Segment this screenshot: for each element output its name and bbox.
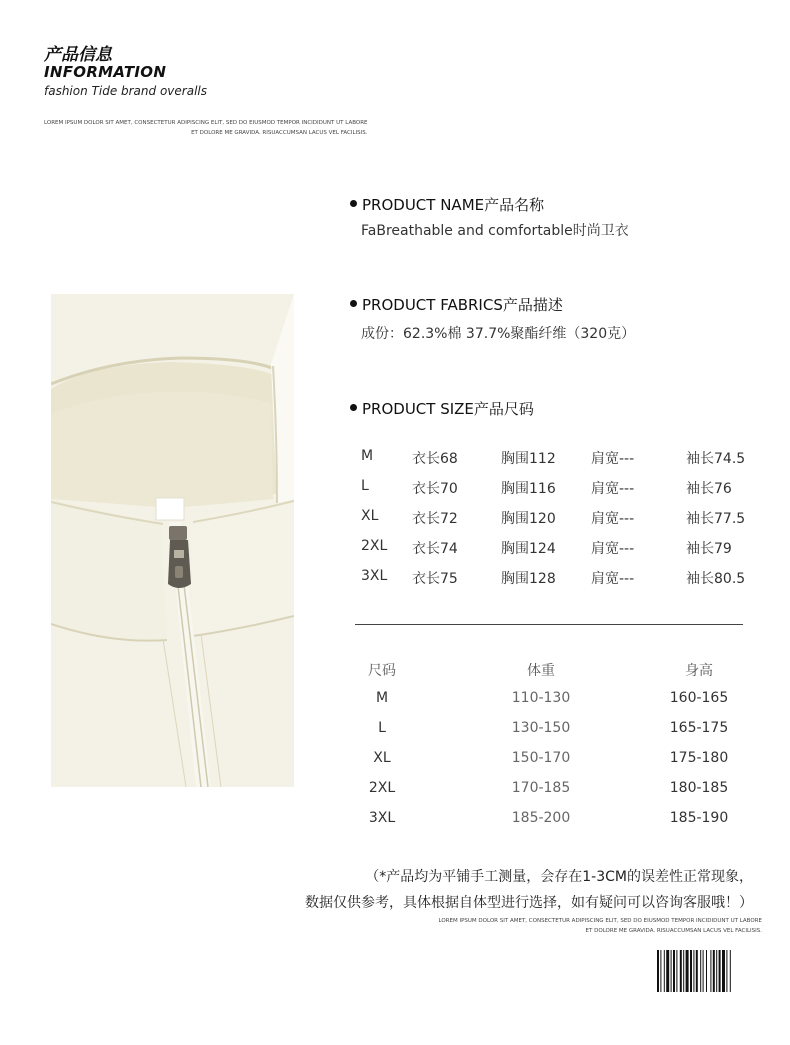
sleeve-cell: 袖长76 xyxy=(686,481,732,497)
sleeve-cell: 袖长80.5 xyxy=(686,571,746,587)
sleeve-cell: 袖长74.5 xyxy=(686,451,746,467)
product-name-label: PRODUCT NAME产品名称 xyxy=(362,196,545,214)
product-fabrics-value: 成份：62.3%棉 37.7%聚酯纤维（320克） xyxy=(361,326,636,342)
header-title-en: INFORMATION xyxy=(44,63,167,81)
fit-height-cell: 185-190 xyxy=(669,810,729,826)
size-row xyxy=(361,478,761,498)
size-cell: L xyxy=(361,478,369,494)
chest-cell: 胸围112 xyxy=(501,451,556,467)
size-row xyxy=(361,538,761,558)
length-cell: 衣长74 xyxy=(412,541,458,557)
fit-weight-cell: 185-200 xyxy=(511,810,571,826)
length-cell: 衣长75 xyxy=(412,571,458,587)
size-cell: M xyxy=(361,448,374,464)
header-lorem-line2: ET DOLORE ME GRAVIDA. RISUACCUMSAN LACUS VEL FACILISIS. xyxy=(191,130,368,136)
fit-row xyxy=(355,810,755,830)
fit-weight-cell: 110-130 xyxy=(511,690,571,706)
fit-size-cell: XL xyxy=(373,750,391,766)
product-size-label: PRODUCT SIZE产品尺码 xyxy=(362,400,534,418)
shoulder-cell: 肩宽--- xyxy=(591,511,635,527)
measurement-note-line2: 数据仅供参考，具体根据自体型进行选择，如有疑问可以咨询客服哦！） xyxy=(305,895,753,911)
fit-size-cell: L xyxy=(378,720,386,736)
product-fabrics-label: PRODUCT FABRICS产品描述 xyxy=(362,296,563,314)
fit-table-header xyxy=(355,660,755,680)
fit-header-height: 身高 xyxy=(685,663,713,679)
shoulder-cell: 肩宽--- xyxy=(591,481,635,497)
header-lorem-line1: LOREM IPSUM DOLOR SIT AMET, CONSECTETUR ADIPISCING ELIT, SED DO EIUSMOD TEMPOR INCIDIDUNT UT LABORE xyxy=(44,120,368,126)
fit-weight-cell: 130-150 xyxy=(511,720,571,736)
measurement-note-line1: （*产品均为平铺手工测量，会存在1-3CM的误差性正常现象， xyxy=(365,869,753,885)
dot-icon xyxy=(350,200,357,207)
chest-cell: 胸围128 xyxy=(501,571,556,587)
product-size-title xyxy=(350,398,534,419)
product-name-value: FaBreathable and comfortable时尚卫衣 xyxy=(361,223,629,239)
length-cell: 衣长68 xyxy=(412,451,458,467)
header-title-cn: 产品信息 xyxy=(44,45,112,65)
fit-row xyxy=(355,720,755,740)
jacket-collar-photo xyxy=(51,294,294,787)
fit-size-cell: 2XL xyxy=(368,780,396,796)
jacket-illustration xyxy=(51,294,294,787)
length-cell: 衣长72 xyxy=(412,511,458,527)
footer-lorem-line1: LOREM IPSUM DOLOR SIT AMET, CONSECTETUR ADIPISCING ELIT, SED DO EIUSMOD TEMPOR INCIDIDUNT UT LABORE xyxy=(438,918,762,924)
size-cell: 3XL xyxy=(361,568,388,584)
fit-weight-cell: 150-170 xyxy=(511,750,571,766)
divider xyxy=(355,624,743,625)
header-subtitle: fashion Tide brand overalls xyxy=(44,84,207,98)
fit-header-weight: 体重 xyxy=(527,663,555,679)
sleeve-cell: 袖长79 xyxy=(686,541,732,557)
fit-row xyxy=(355,750,755,770)
sleeve-cell: 袖长77.5 xyxy=(686,511,746,527)
size-row xyxy=(361,448,761,468)
fit-height-cell: 160-165 xyxy=(669,690,729,706)
size-row xyxy=(361,508,761,528)
fit-header-size: 尺码 xyxy=(368,663,396,679)
fit-height-cell: 175-180 xyxy=(669,750,729,766)
length-cell: 衣长70 xyxy=(412,481,458,497)
size-cell: XL xyxy=(361,508,379,524)
fit-row xyxy=(355,690,755,710)
fit-row xyxy=(355,780,755,800)
chest-cell: 胸围124 xyxy=(501,541,556,557)
size-cell: 2XL xyxy=(361,538,388,554)
size-row xyxy=(361,568,761,588)
shoulder-cell: 肩宽--- xyxy=(591,541,635,557)
dot-icon xyxy=(350,300,357,307)
shoulder-cell: 肩宽--- xyxy=(591,451,635,467)
header-lorem xyxy=(44,118,368,138)
product-fabrics-title xyxy=(350,294,563,315)
footer-lorem-line2: ET DOLORE ME GRAVIDA. RISUACCUMSAN LACUS VEL FACILISIS. xyxy=(585,928,762,934)
chest-cell: 胸围116 xyxy=(501,481,556,497)
chest-cell: 胸围120 xyxy=(501,511,556,527)
footer-lorem xyxy=(438,916,762,936)
shoulder-cell: 肩宽--- xyxy=(591,571,635,587)
fit-height-cell: 180-185 xyxy=(669,780,729,796)
fit-size-cell: 3XL xyxy=(368,810,396,826)
fit-size-cell: M xyxy=(375,690,389,706)
dot-icon xyxy=(350,404,357,411)
barcode-icon xyxy=(657,950,761,992)
fit-height-cell: 165-175 xyxy=(669,720,729,736)
fit-weight-cell: 170-185 xyxy=(511,780,571,796)
product-name-title xyxy=(350,194,544,215)
